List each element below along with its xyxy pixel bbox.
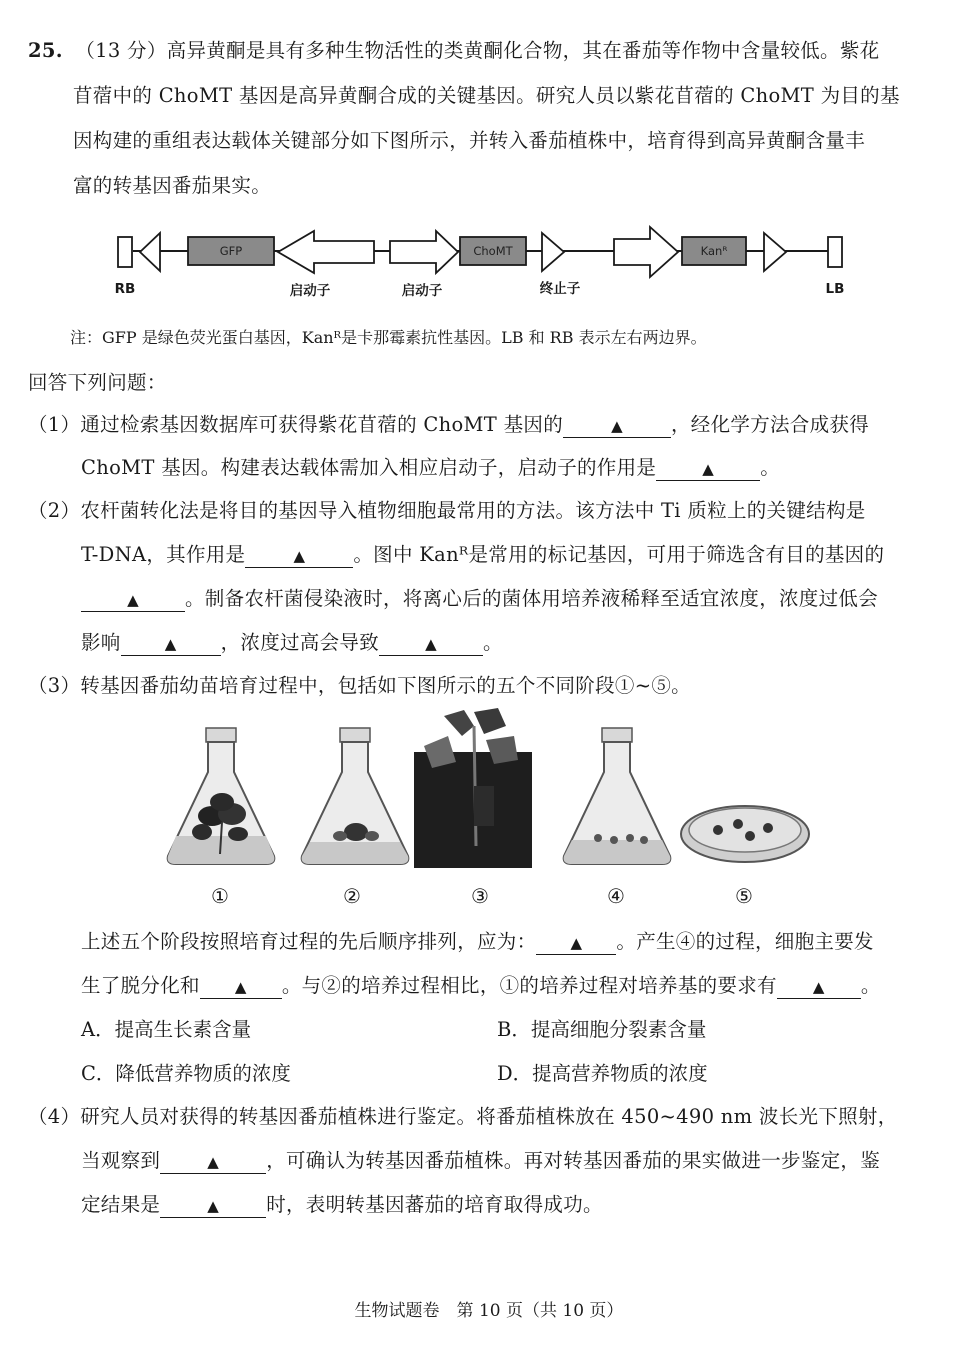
option-b[interactable]: B．提高细胞分裂素含量 — [497, 1018, 707, 1041]
question-points: （13 分） — [75, 39, 167, 62]
q2-line-1: （2）农杆菌转化法是将目的基因导入植物细胞最常用的方法。该方法中 Ti 质粒上的关键结构是 — [28, 499, 866, 522]
lb-label: LB — [825, 281, 845, 297]
rb-border — [118, 237, 132, 267]
q3-line-1: （3）转基因番茄幼苗培育过程中，包括如下图所示的五个不同阶段①~⑤。 — [28, 674, 691, 697]
terminator-right-2 — [764, 233, 786, 271]
q2-text-f: 。 — [483, 631, 503, 654]
q4-line-2 — [81, 1148, 880, 1174]
q1-line-1 — [28, 412, 869, 438]
vector-diagram — [100, 225, 860, 305]
q2-blank-4[interactable]: ▲ — [379, 633, 483, 656]
intro-line-3: 因构建的重组表达载体关键部分如下图所示，并转入番茄植株中，培育得到高异黄酮含量丰 — [73, 129, 866, 152]
promoter-arrow-right-2 — [614, 227, 678, 277]
q3-line-3 — [81, 973, 881, 999]
q4-line-3 — [81, 1192, 603, 1218]
q1-line-2 — [81, 455, 780, 481]
q2-text-c: 。制备农杆菌侵染液时，将离心后的菌体用培养液稀释至适宜浓度，浓度过低会 — [185, 587, 879, 610]
q3-text-c: 生了脱分化和 — [81, 974, 200, 997]
stage-1-flask-image — [162, 724, 280, 869]
q3-text-e: 。 — [860, 974, 881, 997]
q3-text-b: 。产生④的过程，细胞主要发 — [616, 930, 874, 953]
q2-line-2 — [81, 542, 884, 568]
question-header — [28, 38, 879, 64]
q3-line-2 — [81, 929, 874, 955]
promoter-label-1: 启动子 — [289, 283, 331, 299]
q1-blank-1[interactable]: ▲ — [563, 415, 671, 438]
stage-label-4: ④ — [607, 884, 625, 908]
q3-blank-1[interactable]: ▲ — [536, 932, 616, 955]
terminator-right — [542, 233, 564, 271]
option-d[interactable]: D．提高营养物质的浓度 — [497, 1062, 708, 1085]
promoter-arrow-right — [390, 231, 458, 273]
page-footer: 生物试题卷 第 10 页（共 10 页） — [354, 1301, 624, 1321]
q1-text-a: （1）通过检索基因数据库可获得紫花苜蓿的 ChoMT 基因的 — [28, 413, 563, 436]
q4-blank-2[interactable]: ▲ — [160, 1195, 266, 1218]
chomt-label: ChoMT — [473, 244, 513, 258]
q2-blank-2[interactable]: ▲ — [81, 589, 185, 612]
q1-text-b: ，经化学方法合成获得 — [671, 413, 870, 436]
stage-label-3: ③ — [471, 884, 489, 908]
q3-blank-3[interactable]: ▲ — [777, 976, 861, 999]
lb-border — [828, 237, 842, 267]
q2-blank-3[interactable]: ▲ — [121, 633, 221, 656]
stage-5-dish-image — [676, 790, 814, 870]
intro-line-1: 高异黄酮是具有多种生物活性的类黄酮化合物，其在番茄等作物中含量较低。紫花 — [166, 39, 880, 62]
q4-text-a: 当观察到 — [81, 1149, 161, 1172]
option-a[interactable]: A．提高生长素含量 — [81, 1018, 252, 1041]
q2-text-a: T-DNA，其作用是 — [81, 543, 246, 566]
intro-line-4: 富的转基因番茄果实。 — [73, 174, 272, 197]
q2-text-b: 。图中 Kanᴿ是常用的标记基因，可用于筛选含有目的基因的 — [353, 543, 885, 566]
question-number: 25. — [28, 39, 63, 62]
stage-3-plant-photo — [414, 706, 532, 868]
stage-2-flask-image — [296, 724, 414, 869]
promoter-label-2: 启动子 — [401, 283, 443, 299]
q4-text-b: ，可确认为转基因番茄植株。再对转基因番茄的果实做进一步鉴定，鉴 — [266, 1149, 881, 1172]
promoter-arrow-left — [278, 231, 374, 273]
stage-4-flask-image — [558, 724, 676, 869]
terminator-left — [140, 233, 160, 271]
q1-text-d: 。 — [760, 456, 781, 479]
q2-line-4 — [81, 630, 503, 656]
answer-prompt: 回答下列问题： — [28, 371, 167, 394]
stage-label-5: ⑤ — [735, 884, 753, 908]
q2-text-e: ，浓度过高会导致 — [220, 631, 380, 654]
q2-line-3 — [81, 586, 878, 612]
q3-text-a: 上述五个阶段按照培育过程的先后顺序排列，应为： — [81, 930, 537, 953]
q1-blank-2[interactable]: ▲ — [656, 458, 760, 481]
option-c[interactable]: C．降低营养物质的浓度 — [81, 1062, 291, 1085]
q3-text-d: 。与②的培养过程相比，①的培养过程对培养基的要求有 — [281, 974, 777, 997]
stage-label-2: ② — [343, 884, 361, 908]
q2-text-d: 影响 — [81, 631, 121, 654]
q4-text-c: 定结果是 — [81, 1193, 161, 1216]
terminator-label: 终止子 — [539, 281, 581, 297]
q2-blank-1[interactable]: ▲ — [245, 545, 353, 568]
gfp-label: GFP — [219, 244, 243, 258]
stage-label-1: ① — [211, 884, 229, 908]
rb-label: RB — [114, 281, 136, 297]
q1-text-c: ChoMT 基因。构建表达载体需加入相应启动子，启动子的作用是 — [81, 456, 657, 479]
q3-blank-2[interactable]: ▲ — [200, 976, 282, 999]
q4-text-d: 时，表明转基因蕃茄的培育取得成功。 — [266, 1193, 603, 1216]
diagram-note: 注：GFP 是绿色荧光蛋白基因，Kanᴿ是卡那霉素抗性基因。LB 和 RB 表示左右两边界。 — [70, 328, 707, 347]
q4-blank-1[interactable]: ▲ — [160, 1151, 266, 1174]
intro-line-2: 苜蓿中的 ChoMT 基因是高异黄酮合成的关键基因。研究人员以紫花苜蓿的 ChoMT 为目的基 — [73, 84, 900, 107]
kanr-label: Kanᴿ — [700, 244, 728, 258]
q4-line-1: （4）研究人员对获得的转基因番茄植株进行鉴定。将番茄植株放在 450~490 nm 波长光下照射， — [28, 1105, 898, 1128]
